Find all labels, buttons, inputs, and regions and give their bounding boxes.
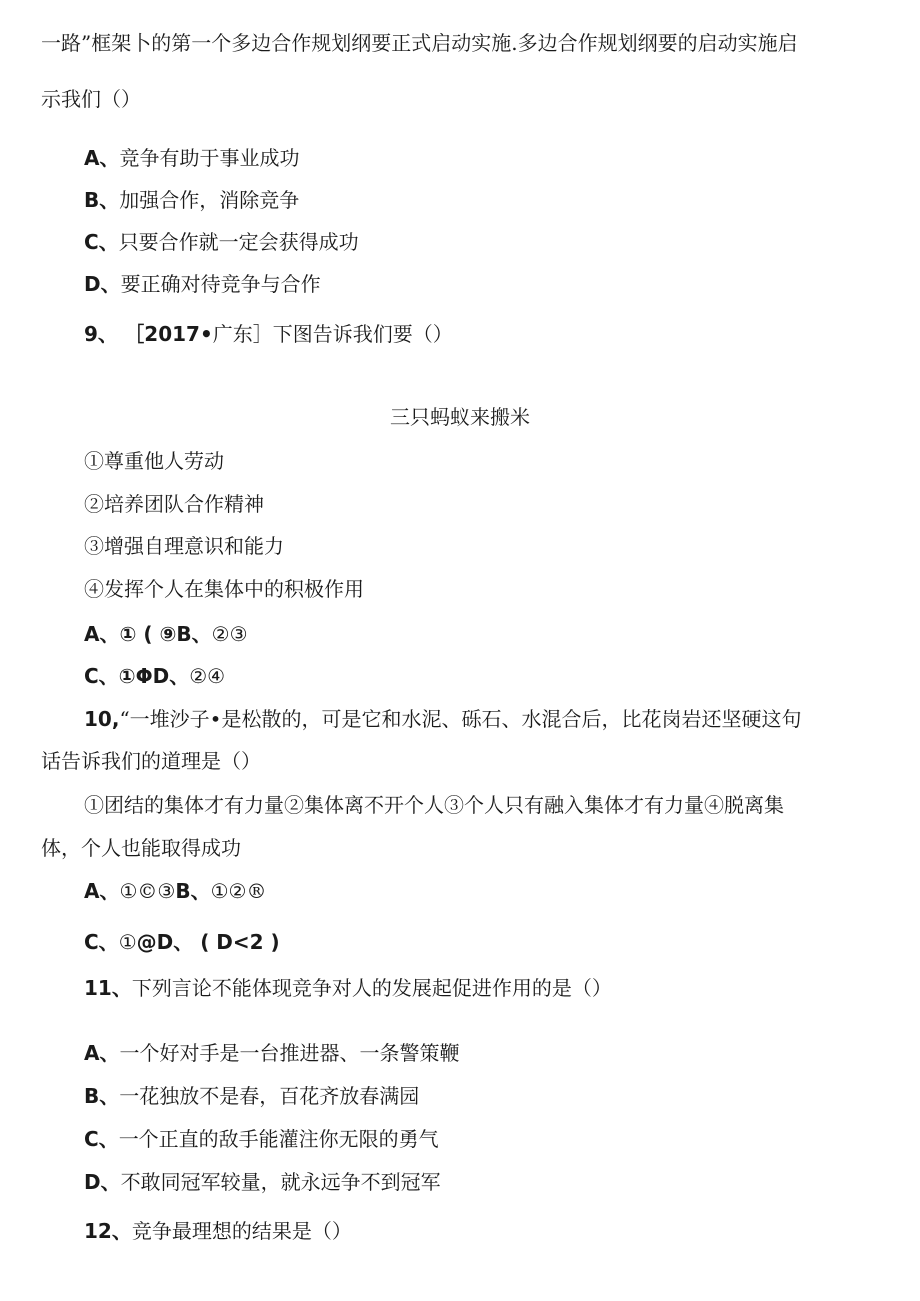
q11-option-c-letter: C	[84, 1127, 99, 1151]
intro-line-1: 一路”框架卜的第一个多边合作规划纲要正式启动实施.多边合作规划纲要的启动实施启	[41, 31, 798, 55]
q11-option-a-letter: A	[84, 1041, 100, 1065]
q10-text-line-1: “一堆沙子•是松散的，可是它和水泥、砾石、水混合后，比花岗岩还坚硬这句	[119, 707, 802, 731]
q10-option-b-text: ①②®	[210, 879, 267, 903]
q11-stem	[84, 976, 612, 1000]
q8-option-b-letter: B	[84, 188, 100, 212]
q9-text: 广东］下图告诉我们要（）	[212, 322, 453, 346]
intro-line-2: 示我们（）	[41, 87, 141, 111]
q8-option-b-text: 加强合作，消除竞争	[119, 188, 300, 212]
q9-option-cd	[84, 664, 225, 688]
q11-option-d: D、不敢同冠军较量，就永远争不到冠军	[84, 1170, 441, 1194]
q10-option-c-label: C、	[84, 930, 119, 954]
q10-stem-line-1	[84, 707, 801, 731]
q8-option-c-text: 只要合作就一定会获得成功	[118, 230, 359, 254]
q12-stem	[84, 1219, 352, 1243]
q10-option-c-text: ①	[118, 930, 137, 954]
q12-text: 竞争最理想的结果是（）	[131, 1219, 352, 1243]
q10-statements-line-2: 体，个人也能取得成功	[41, 836, 241, 860]
q11-option-c: C、一个正直的敌手能灌注你无限的勇气	[84, 1127, 439, 1151]
q10-option-cd	[84, 930, 280, 954]
q11-option-b-text: 一花独放不是春，百花齐放春满园	[119, 1084, 420, 1108]
q11-option-b: B、一花独放不是春，百花齐放春满园	[84, 1084, 420, 1108]
q9-statement-3: ③增强自理意识和能力	[84, 534, 284, 558]
q9-figure-caption: 三只蚂蚁来搬米	[390, 405, 530, 429]
q9-source: ［2017•	[124, 322, 213, 346]
q9-statement-1: ①尊重他人劳动	[84, 449, 224, 473]
q11-option-d-text: 不敢同冠军较量，就永远争不到冠军	[120, 1170, 441, 1194]
q8-option-a-letter: A	[84, 146, 100, 170]
q10-option-ab	[84, 879, 266, 903]
q12-number: 12、	[84, 1219, 132, 1243]
q8-option-c: C、只要合作就一定会获得成功	[84, 230, 359, 254]
q9-statement-4: ④发挥个人在集体中的积极作用	[84, 577, 364, 601]
q11-option-a: A、一个好对手是一台推进器、一条警策鞭	[84, 1041, 460, 1065]
q8-option-d-letter: D	[84, 272, 101, 296]
q10-number: 10,	[84, 707, 120, 731]
q9-option-cd-label: C、①ΦD、	[84, 664, 190, 688]
q11-option-d-letter: D	[84, 1170, 101, 1194]
q11-option-a-text: 一个好对手是一台推进器、一条警策鞭	[119, 1041, 460, 1065]
q8-option-d: D、要正确对待竞争与合作	[84, 272, 321, 296]
q11-option-c-text: 一个正直的敌手能灌注你无限的勇气	[118, 1127, 439, 1151]
q9-number: 9、	[84, 322, 118, 346]
q8-option-a-text: 竞争有助于事业成功	[119, 146, 300, 170]
q8-option-b: B、加强合作，消除竞争	[84, 188, 300, 212]
q9-stem	[84, 322, 453, 346]
q9-option-ab-label: A、① ( ⑨B、	[84, 622, 212, 646]
q11-number: 11、	[84, 976, 132, 1000]
q9-statement-2: ②培养团队合作精神	[84, 492, 264, 516]
q10-option-b-label: B、	[175, 879, 211, 903]
q11-option-b-letter: B	[84, 1084, 100, 1108]
q10-option-cd-rest: @D、 ( D<2 )	[136, 930, 280, 954]
q10-stem-line-2: 话告诉我们的道理是（）	[41, 749, 261, 773]
q9-option-ab-text: ②③	[211, 622, 248, 646]
q9-option-cd-text: ②④	[189, 664, 226, 688]
q11-text: 下列言论不能体现竞争对人的发展起促进作用的是（）	[131, 976, 612, 1000]
q9-option-ab	[84, 622, 248, 646]
q10-option-a-text: ①©③	[119, 879, 176, 903]
q8-option-c-letter: C	[84, 230, 99, 254]
q10-option-a-label: A、	[84, 879, 120, 903]
q8-option-a: A、竞争有助于事业成功	[84, 146, 300, 170]
q10-statements-line-1: ①团结的集体才有力量②集体离不开个人③个人只有融入集体才有力量④脱离集	[84, 793, 784, 817]
q8-option-d-text: 要正确对待竞争与合作	[120, 272, 321, 296]
